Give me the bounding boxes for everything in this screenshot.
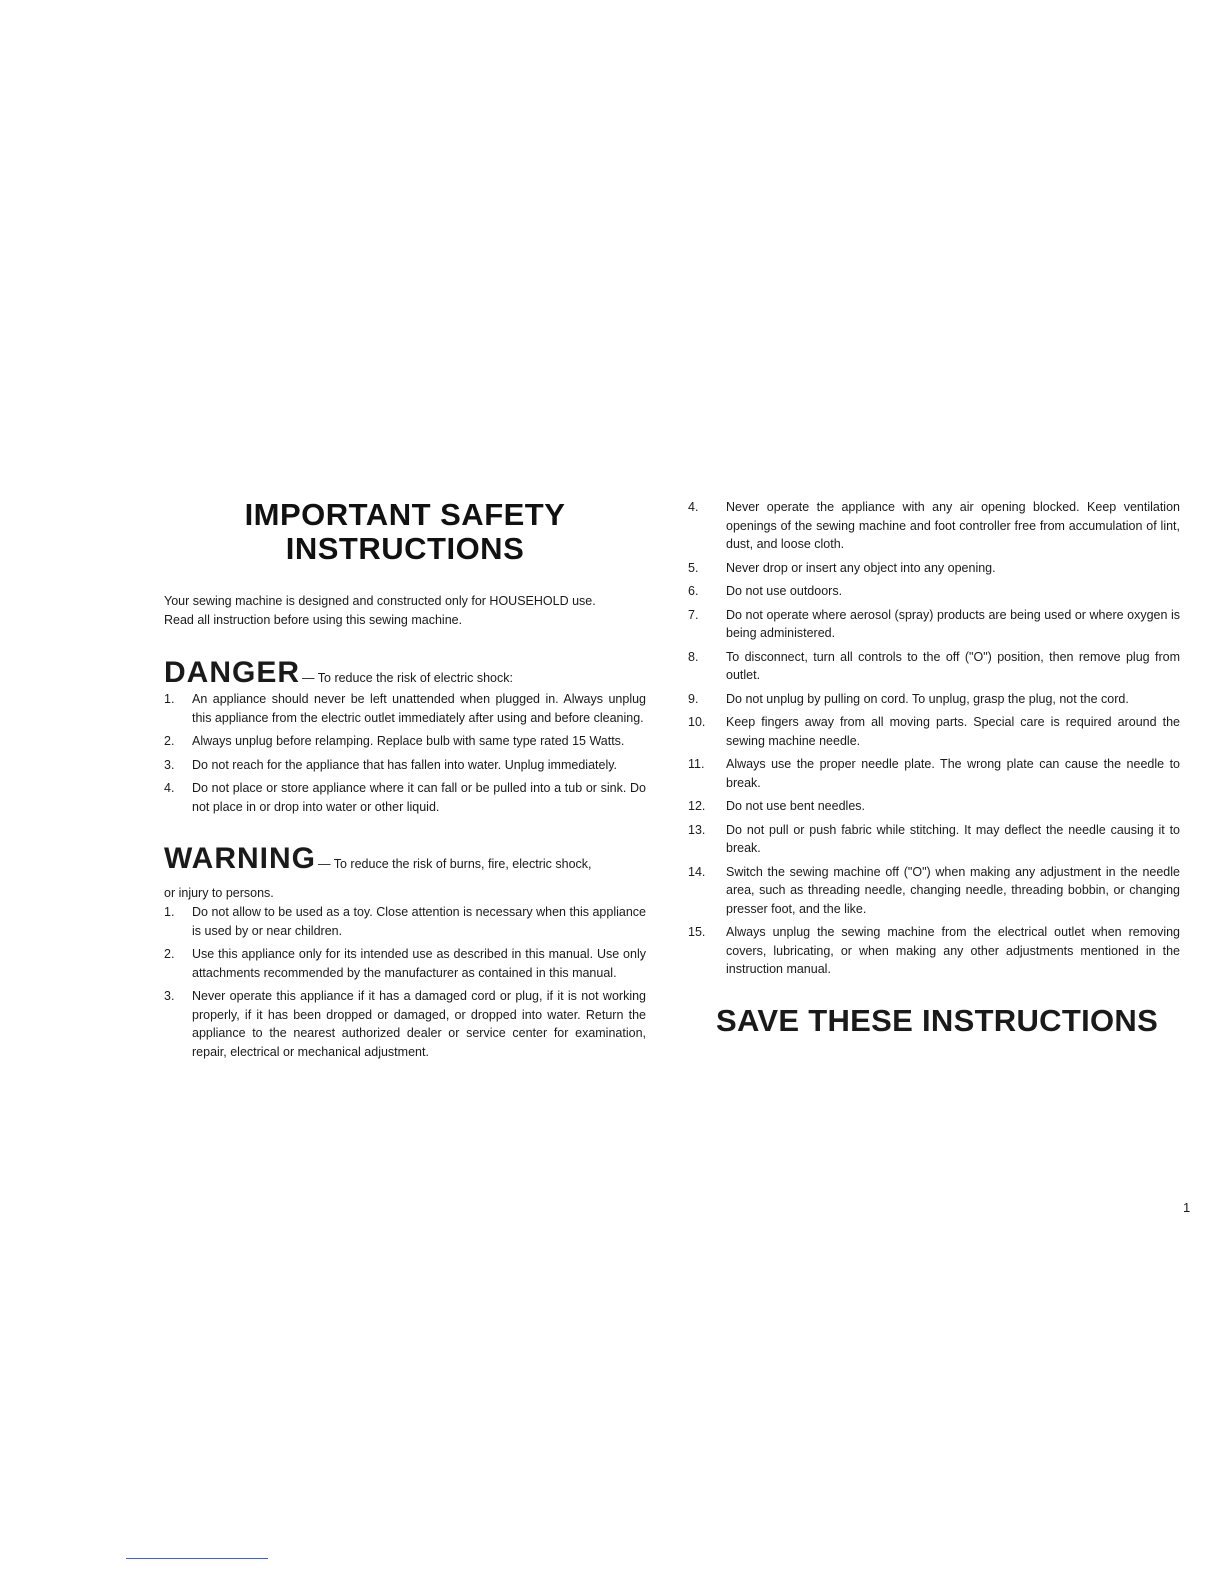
intro-line-1: Your sewing machine is designed and constructed only for HOUSEHOLD use.	[164, 594, 596, 608]
page-title	[164, 498, 646, 566]
list-item	[164, 732, 646, 751]
item-number: 9.	[688, 691, 699, 706]
intro-text	[164, 592, 646, 630]
item-text: Do not use bent needles.	[726, 799, 865, 813]
item-text: Keep fingers away from all moving parts. Special care is required around the sewing machine needle.	[726, 715, 1180, 748]
danger-word: DANGER	[164, 656, 301, 689]
list-item	[688, 755, 1180, 792]
list-item	[688, 648, 1180, 685]
list-item	[688, 559, 1180, 578]
list-item	[164, 756, 646, 775]
item-text: Do not operate where aerosol (spray) products are being used or where oxygen is being administered.	[726, 607, 1180, 640]
list-item	[688, 582, 1180, 601]
item-number: 8.	[688, 649, 699, 664]
item-text: Do not pull or push fabric while stitching. It may deflect the needle causing it to break.	[726, 822, 1180, 855]
list-item	[688, 690, 1180, 709]
warning-list	[164, 903, 646, 1061]
item-number: 3.	[164, 989, 175, 1003]
list-item	[164, 903, 646, 940]
warning-heading	[164, 842, 646, 876]
danger-list	[164, 690, 646, 816]
item-number: 11.	[688, 757, 705, 771]
warning-list-continued	[688, 498, 1180, 979]
list-item	[688, 606, 1180, 643]
item-number: 14.	[688, 864, 706, 879]
item-number: 6.	[688, 584, 699, 598]
item-text: Do not use outdoors.	[726, 584, 843, 598]
danger-subtitle: — To reduce the risk of electric shock:	[302, 671, 513, 685]
item-number: 7.	[688, 607, 699, 622]
item-number: 2.	[164, 734, 175, 748]
item-text: Do not place or store appliance where it can fall or be pulled into a tub or sink. Do not place in or drop into water or other liquid.	[192, 781, 646, 814]
item-number: 1.	[164, 905, 175, 919]
list-item	[688, 863, 1180, 919]
item-text: Never drop or insert any object into any opening.	[726, 560, 996, 575]
item-text: To disconnect, turn all controls to the off ("O") position, then remove plug from outlet.	[726, 649, 1180, 682]
item-number: 15.	[688, 925, 706, 939]
list-item	[688, 797, 1180, 816]
right-column	[688, 498, 1180, 1039]
intro-line-2: Read all instruction before using this sewing machine.	[164, 613, 463, 627]
warning-subtitle-cont: or injury to persons.	[164, 886, 274, 900]
item-number: 5.	[688, 560, 699, 575]
item-number: 12.	[688, 799, 706, 813]
item-text: Always unplug the sewing machine from the electrical outlet when removing covers, lubricating, or when making any other adjustments mentioned in the instruction manual.	[726, 925, 1180, 976]
item-number: 3.	[164, 757, 175, 772]
item-text: Switch the sewing machine off ("O") when making any adjustment in the needle area, such as threading needle, changing needle, threading bobbin, or changing presser foot, and the like.	[726, 864, 1180, 916]
list-item	[688, 498, 1180, 554]
item-text: An appliance should never be left unattended when plugged in. Always unplug this appliance from the electric outlet immediately after using and before cleaning.	[192, 692, 646, 725]
title-line-1: IMPORTANT SAFETY	[244, 497, 566, 532]
item-text: Always unplug before relamping. Replace bulb with same type rated 15 Watts.	[192, 734, 625, 748]
save-instructions-heading: SAVE THESE INSTRUCTIONS	[716, 1002, 1159, 1038]
item-number: 10.	[688, 715, 706, 729]
left-column	[164, 498, 646, 1066]
item-text: Do not unplug by pulling on cord. To unplug, grasp the plug, not the cord.	[726, 691, 1129, 706]
item-number: 4.	[164, 781, 175, 795]
title-line-2: INSTRUCTIONS	[285, 531, 525, 566]
footnote-divider	[126, 1558, 268, 1559]
item-text: Use this appliance only for its intended use as described in this manual. Use only attachments recommended by the manufacturer as contained in this manual.	[192, 947, 646, 980]
list-item	[688, 713, 1180, 750]
item-text: Never operate the appliance with any air opening blocked. Keep ventilation openings of the sewing machine and foot controller free from accumulation of lint, dust, and loose cloth.	[726, 500, 1180, 551]
list-item	[688, 821, 1180, 858]
item-text: Never operate this appliance if it has a damaged cord or plug, if it is not working properly, if it has been dropped or damaged, or dropped into water. Return the appliance to the nearest authorized dealer or service center for examination, repair, electrical or mechanical adjustment.	[192, 989, 646, 1059]
item-number: 2.	[164, 947, 175, 961]
list-item	[164, 945, 646, 982]
list-item	[164, 779, 646, 816]
list-item	[164, 690, 646, 727]
danger-heading	[164, 656, 646, 690]
item-text: Do not allow to be used as a toy. Close attention is necessary when this appliance is used by or near children.	[192, 905, 646, 938]
item-number: 13.	[688, 822, 706, 837]
warning-subtitle: — To reduce the risk of burns, fire, electric shock,	[318, 857, 592, 871]
list-item	[688, 923, 1180, 979]
item-number: 1.	[164, 692, 175, 706]
warning-word: WARNING	[164, 842, 316, 875]
item-number: 4.	[688, 500, 699, 514]
item-text: Always use the proper needle plate. The wrong plate can cause the needle to break.	[726, 757, 1180, 790]
item-text: Do not reach for the appliance that has fallen into water. Unplug immediately.	[192, 757, 618, 772]
list-item	[164, 987, 646, 1061]
page-number: 1	[1183, 1200, 1191, 1215]
